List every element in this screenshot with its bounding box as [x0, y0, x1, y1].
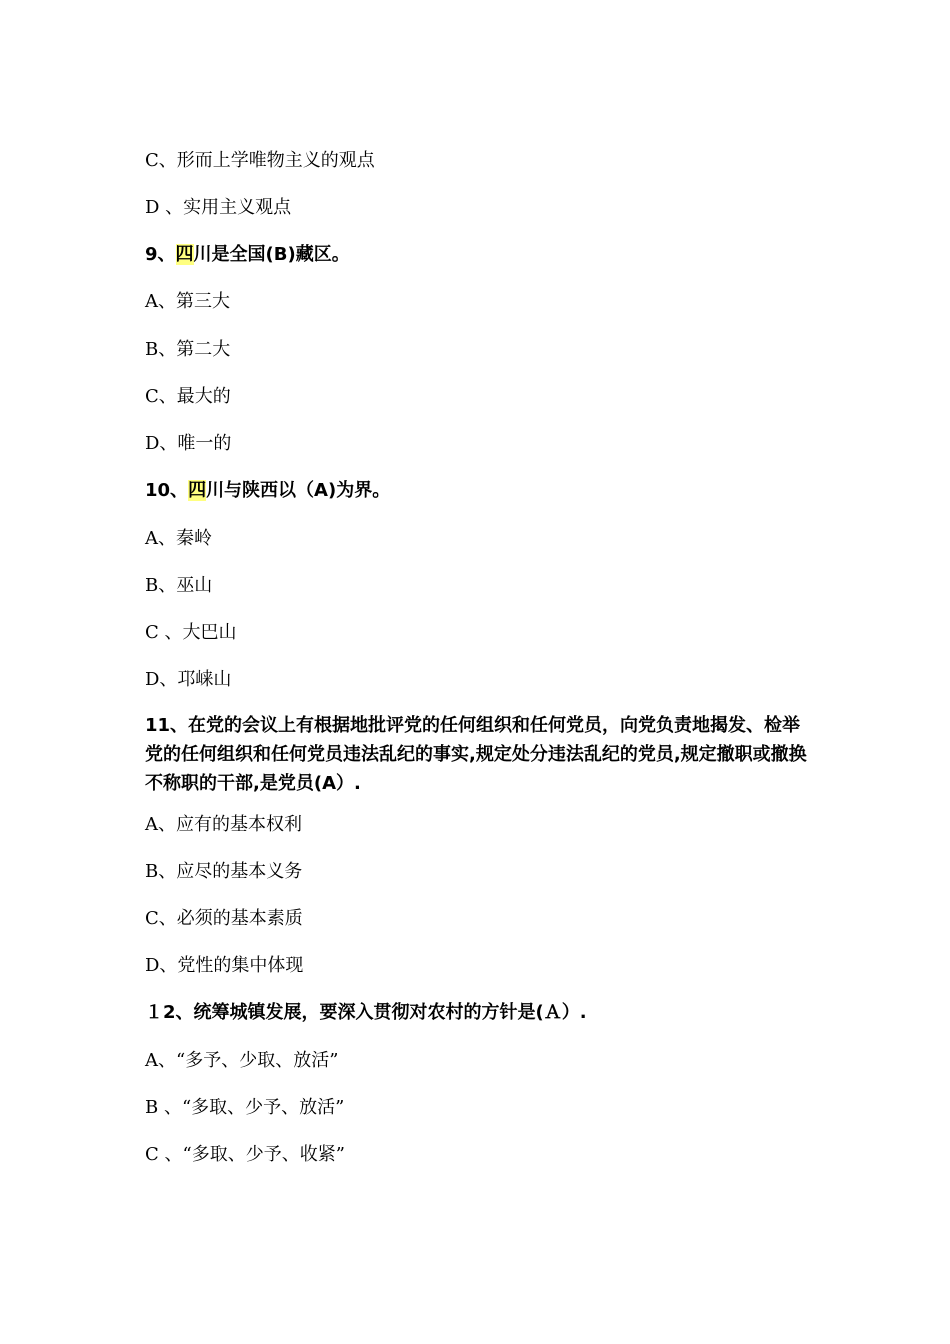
question-11: 11、在党的会议上有根据地批评党的任何组织和任何党员，向党负责地揭发、检举党的任何组织和任何党员违法乱纪的事实,规定处分违法乱纪的党员,规定撤职或撤换不称职的干部,是党员(A）.: [145, 715, 807, 794]
option-d-pragmatism: D 、实用主义观点: [145, 197, 292, 218]
question-text: 川与陕西以（A)为界。: [206, 480, 391, 501]
question-number: 9、: [145, 244, 176, 265]
question-9: [145, 243, 350, 267]
option-a: A、第三大: [145, 291, 230, 312]
option-a: A、“多予、少取、放活”: [145, 1050, 339, 1071]
question-10: [145, 479, 390, 503]
highlighted-char: 四: [175, 244, 194, 265]
option-b: B、第二大: [145, 339, 231, 360]
option-a: A、应有的基本权利: [145, 814, 302, 835]
question-number: 10、: [145, 480, 189, 501]
option-c: C、最大的: [145, 386, 231, 407]
option-d: D、唯一的: [145, 433, 232, 454]
option-d: D、邛崃山: [145, 669, 232, 690]
option-d: D、党性的集中体现: [145, 955, 304, 976]
option-b: B 、“多取、少予、放活”: [145, 1097, 345, 1118]
option-b: B、应尽的基本义务: [145, 861, 303, 882]
option-c: C、必须的基本素质: [145, 908, 303, 929]
option-c: C 、“多取、少予、收紧”: [145, 1144, 345, 1165]
question-12: １2、统筹城镇发展，要深入贯彻对农村的方针是(Ａ）.: [145, 1002, 587, 1023]
option-b: B、巫山: [145, 575, 213, 596]
option-c: C 、大巴山: [145, 622, 237, 643]
option-a: A、秦岭: [145, 528, 212, 549]
question-text: 川是全国(B)藏区。: [193, 244, 350, 265]
highlighted-char: 四: [188, 480, 207, 501]
option-c-metaphysics: C、形而上学唯物主义的观点: [145, 150, 375, 171]
